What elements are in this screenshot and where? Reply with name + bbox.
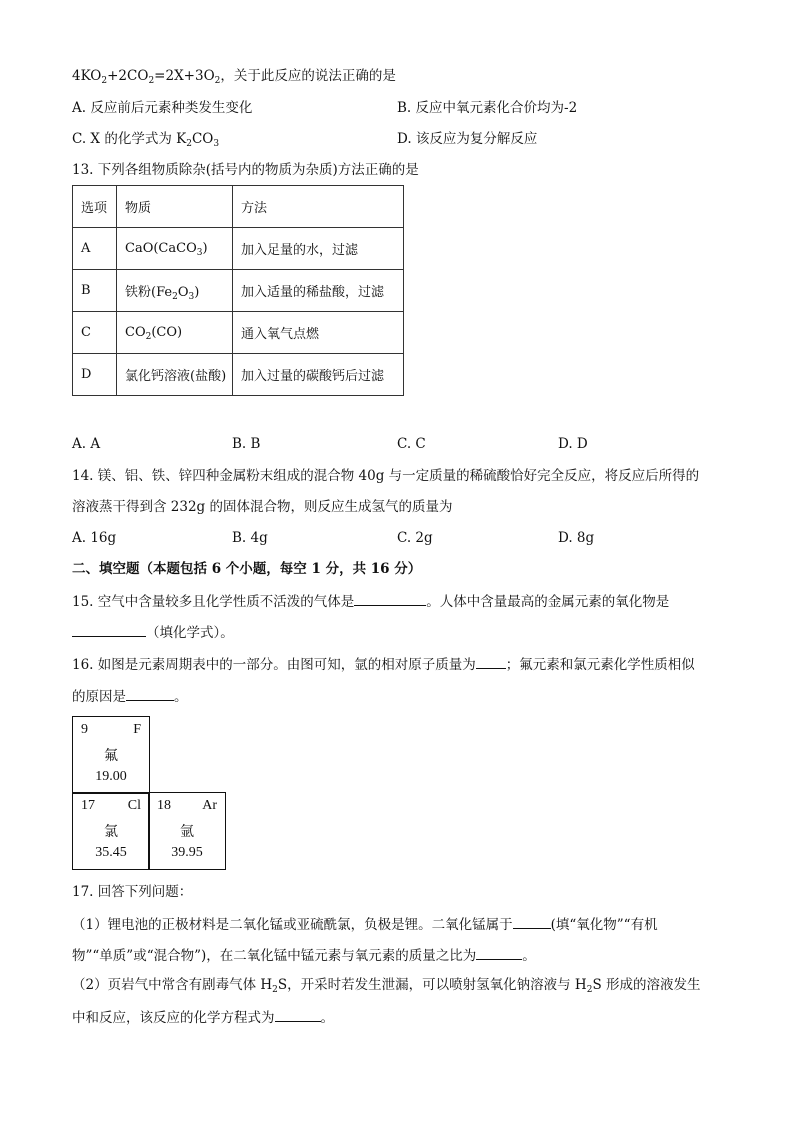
q14-option-a: A. 16g xyxy=(72,530,117,546)
table-cell-substance: $CO_2(CO)$ xyxy=(117,312,233,354)
q13-table xyxy=(72,185,404,396)
q16-line-1: 16. 如图是元素周期表中的一部分。由图可知，氩的相对原子质量为 ；氟元素和氯元素化学性质相似 xyxy=(72,653,695,675)
table-header-row xyxy=(73,186,404,228)
q15-line-1: 15. 空气中含量较多且化学性质不活泼的气体是 。人体中含量最高的金属元素的氧化物是 xyxy=(72,590,669,612)
periodic-cell-chlorine xyxy=(72,792,150,870)
table-cell-method: 加入过量的碳酸钙后过滤 xyxy=(233,354,404,396)
table-row xyxy=(73,354,404,396)
section-title: 二、填空题（本题包括 6 个小题，每空 1 分，共 16 分） xyxy=(72,561,422,577)
answer-blank[interactable] xyxy=(513,913,551,929)
table-cell-substance: CaO(CaCO$_3$) xyxy=(117,228,233,270)
q14-line-2: 溶液蒸干得到含 232g 的固体混合物，则反应生成氢气的质量为 xyxy=(72,499,453,515)
table-cell-option: D xyxy=(73,354,117,396)
q14-option-d: D. 8g xyxy=(558,530,595,546)
table-cell-option: B xyxy=(73,270,117,312)
q13-option-c: C. C xyxy=(397,436,426,452)
table-row xyxy=(73,270,404,312)
periodic-cell-fluorine xyxy=(72,716,150,794)
q12-option-a: A. 反应前后元素种类发生变化 xyxy=(72,100,253,116)
q14-line-1: 14. 镁、铝、铁、锌四种金属粉末组成的混合物 40g 与一定质量的稀硫酸恰好完全反应，将反应后所得的 xyxy=(72,468,700,484)
q14-option-c: C. 2g xyxy=(397,530,433,546)
atomic-mass: 19.00 xyxy=(95,769,127,784)
q17-part2-line-1: （2）页岩气中常含有剧毒气体 $H_2S$，开采时若发生泄漏，可以喷射氢氧化钠溶液与 $H_2S$ 形成的溶液发生 xyxy=(72,977,701,995)
table-cell-method: 通入氧气点燃 xyxy=(233,312,404,354)
answer-blank[interactable] xyxy=(476,653,506,669)
table-cell-method: 加入足量的水，过滤 xyxy=(233,228,404,270)
atomic-number: 17 xyxy=(81,798,95,813)
table-header-cell: 方法 xyxy=(233,186,404,228)
answer-blank[interactable] xyxy=(476,944,522,960)
table-row xyxy=(73,228,404,270)
table-cell-option: A xyxy=(73,228,117,270)
element-symbol: Cl xyxy=(127,798,141,813)
q17-part1-line-1: （1）锂电池的正极材料是二氧化锰或亚硫酰氯，负极是锂。二氧化锰属于 (填“氧化物”“有机 xyxy=(72,913,658,935)
table-row xyxy=(73,312,404,354)
element-name: 氯 xyxy=(104,825,118,840)
q12-option-c: C. X 的化学式为 $K_2CO_3$ xyxy=(72,131,220,149)
periodic-cell-argon xyxy=(148,792,226,870)
q16-line-2: 的原因是 。 xyxy=(72,685,188,707)
q12-option-d: D. 该反应为复分解反应 xyxy=(397,131,538,147)
atomic-number: 18 xyxy=(157,798,171,813)
q13-option-a: A. A xyxy=(72,436,101,452)
answer-blank[interactable] xyxy=(354,590,426,606)
table-cell-substance: 铁粉$(Fe_2O_3)$ xyxy=(117,270,233,312)
q13-option-b: B. B xyxy=(232,436,261,452)
q17-part2-line-2: 中和反应，该反应的化学方程式为 。 xyxy=(72,1006,334,1028)
table-header-cell: 物质 xyxy=(117,186,233,228)
q14-option-b: B. 4g xyxy=(232,530,268,546)
table-cell-substance: 氯化钙溶液(盐酸) xyxy=(117,354,233,396)
element-name: 氟 xyxy=(104,749,118,764)
q12-equation: $4KO_2+2CO_2=2X+3O_2$，关于此反应的说法正确的是 xyxy=(72,68,396,86)
atomic-mass: 35.45 xyxy=(95,845,127,860)
q12-option-b: B. 反应中氧元素化合价均为-2 xyxy=(397,100,578,116)
table-cell-method: 加入适量的稀盐酸，过滤 xyxy=(233,270,404,312)
q13-option-d: D. D xyxy=(558,436,588,452)
answer-blank[interactable] xyxy=(126,685,174,701)
atomic-mass: 39.95 xyxy=(171,845,203,860)
q15-line-2: （填化学式）。 xyxy=(72,621,234,643)
q13-stem: 13. 下列各组物质除杂(括号内的物质为杂质)方法正确的是 xyxy=(72,162,419,178)
element-name: 氩 xyxy=(180,825,194,840)
answer-blank[interactable] xyxy=(275,1006,321,1022)
table-cell-option: C xyxy=(73,312,117,354)
table-header-cell: 选项 xyxy=(73,186,117,228)
q17-stem: 17. 回答下列问题： xyxy=(72,884,193,900)
element-symbol: F xyxy=(133,722,141,737)
answer-blank[interactable] xyxy=(72,621,146,637)
atomic-number: 9 xyxy=(81,722,88,737)
element-symbol: Ar xyxy=(202,798,217,813)
q17-part1-line-2: 物”“单质”或“混合物”)，在二氧化锰中锰元素与氧元素的质量之比为 。 xyxy=(72,944,536,966)
